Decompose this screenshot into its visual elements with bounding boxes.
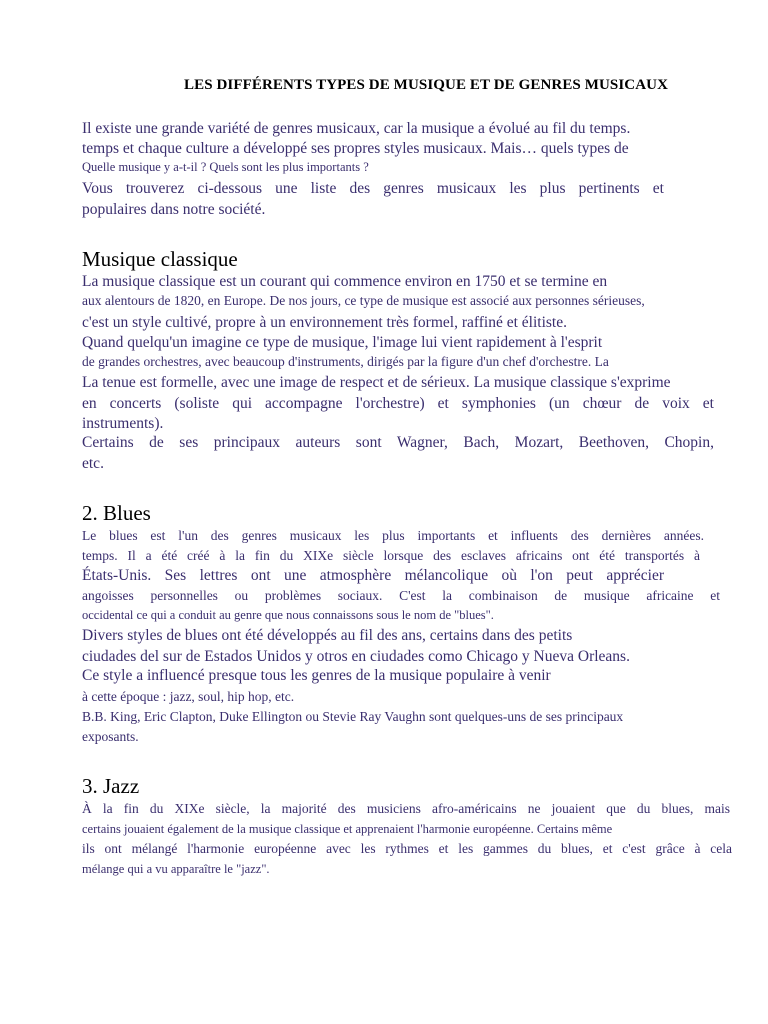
section-line: Certains de ses principaux auteurs sont Wagner, Bach, Mozart, Beethoven, Chopin,: [82, 434, 714, 451]
section-line: États-Unis. Ses lettres ont une atmosphère mélancolique où l'on peut apprécier: [82, 567, 664, 584]
intro-line: Vous trouverez ci-dessous une liste des genres musicaux les plus pertinents et: [82, 180, 664, 197]
section-line: exposants.: [82, 729, 139, 744]
section-line: occidental ce qui a conduit au genre que nous connaissons sous le nom de "blues".: [82, 608, 494, 622]
section-line: etc.: [82, 455, 104, 472]
section-line: B.B. King, Eric Clapton, Duke Ellington ou Stevie Ray Vaughn sont quelques-uns de ses principaux: [82, 709, 624, 724]
section-heading-classique: Musique classique: [82, 247, 238, 271]
section-line: mélange qui a vu apparaître le "jazz".: [82, 862, 270, 876]
intro-line: Il existe une grande variété de genres musicaux, car la musique a évolué au fil du temps.: [82, 120, 631, 137]
intro-line: temps et chaque culture a développé ses propres styles musicaux. Mais… quels types de: [82, 140, 629, 157]
section-line: instruments).: [82, 415, 164, 432]
intro-line: Quelle musique y a-t-il ? Quels sont les plus importants ?: [82, 160, 369, 174]
section-line: La tenue est formelle, avec une image de respect et de sérieux. La musique classique s'exprime: [82, 374, 671, 391]
section-line: aux alentours de 1820, en Europe. De nos jours, ce type de musique est associé aux personnes sérieuses,: [82, 293, 645, 308]
document-title: LES DIFFÉRENTS TYPES DE MUSIQUE ET DE GENRES MUSICAUX: [184, 77, 669, 93]
section-line: Le blues est l'un des genres musicaux les plus importants et influents des dernières années.: [82, 528, 704, 543]
section-heading-blues: 2. Blues: [82, 501, 151, 525]
section-line: certains jouaient également de la musique classique et apprenaient l'harmonie européenne. Certains même: [82, 822, 613, 836]
section-line: ciudades del sur de Estados Unidos y otros en ciudades como Chicago y Nueva Orleans.: [82, 648, 630, 665]
section-heading-jazz: 3. Jazz: [82, 774, 140, 798]
intro-line: populaires dans notre société.: [82, 201, 266, 218]
section-line: angoisses personnelles ou problèmes sociaux. C'est la combinaison de musique africaine et: [82, 588, 720, 603]
section-line: temps. Il a été créé à la fin du XIXe siècle lorsque des esclaves africains ont été transportés à: [82, 548, 700, 563]
section-line: ils ont mélangé l'harmonie européenne avec les rythmes et les gammes du blues, et c'est grâce à cela: [82, 841, 732, 856]
section-line: Divers styles de blues ont été développés au fil des ans, certains dans des petits: [82, 627, 573, 644]
section-line: La musique classique est un courant qui commence environ en 1750 et se termine en: [82, 273, 608, 290]
section-line: à cette époque : jazz, soul, hip hop, etc.: [82, 689, 295, 704]
section-line: Ce style a influencé presque tous les genres de la musique populaire à venir: [82, 667, 551, 684]
section-line: À la fin du XIXe siècle, la majorité des musiciens afro-américains ne jouaient que du blues, mais: [82, 801, 730, 816]
section-line: Quand quelqu'un imagine ce type de musique, l'image lui vient rapidement à l'esprit: [82, 334, 603, 351]
section-line: c'est un style cultivé, propre à un environnement très formel, raffiné et élitiste.: [82, 314, 567, 331]
section-line: en concerts (soliste qui accompagne l'orchestre) et symphonies (un chœur de voix et: [82, 395, 714, 412]
section-line: de grandes orchestres, avec beaucoup d'instruments, dirigés par la figure d'un chef d'orchestre. La: [82, 354, 609, 369]
